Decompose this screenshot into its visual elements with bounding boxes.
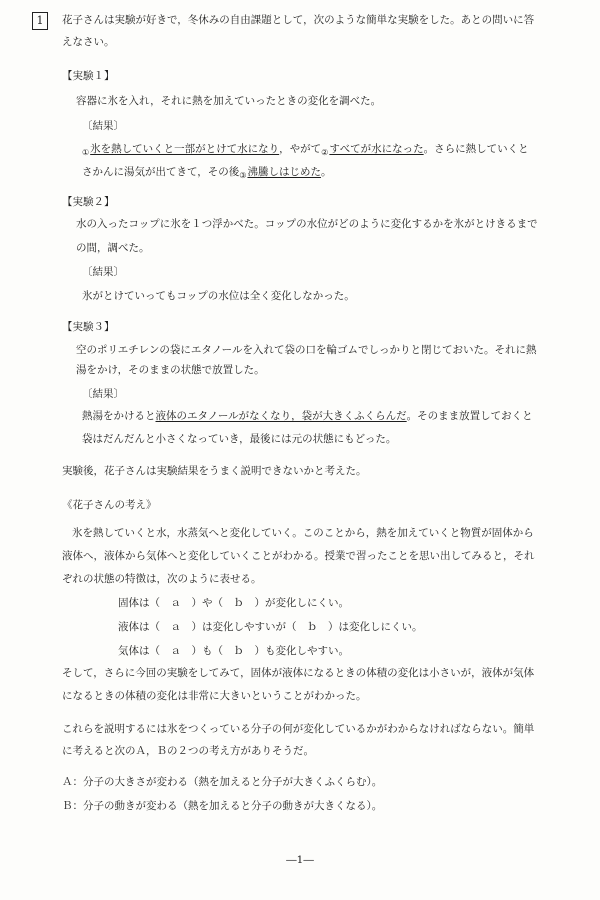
idea-paragraph-5: になるときの体積の変化は非常に大きいということがわかった。	[62, 690, 367, 702]
intro-line-1: 花子さんは実験が好きで，冬休みの自由課題として，次のような簡単な実験をした。あとの問いに答	[62, 14, 535, 26]
experiment3-description-1: 空のポリエチレンの袋にエタノールを入れて袋の口を輪ゴムでしっかりと閉じておいた。それに熱	[76, 344, 537, 356]
underline-2-text: すべてが水になった	[329, 143, 424, 155]
solid-property: 固体は（ ａ ）や（ ｂ ）が変化しにくい。	[118, 597, 349, 609]
experiment2-description-1: 水の入ったコップに氷を１つ浮かべた。コップの水位がどのように変化するかを氷がとけきるまで	[76, 218, 538, 230]
experiment2-result-label: 〔結果〕	[82, 266, 124, 278]
idea-paragraph-7: に考えると次のＡ，Ｂの２つの考え方がありそうだ。	[62, 745, 314, 757]
idea-paragraph-4: そして，さらに今回の実験をしてみて，固体が液体になるときの体積の変化は小さいが，液体が気体	[62, 667, 535, 679]
experiment3-heading: 【実験３】	[62, 321, 115, 333]
idea-heading: 《花子さんの考え》	[62, 499, 157, 511]
experiment3-underlined-text: 液体のエタノールがなくなり，袋が大きくふくらんだ	[155, 410, 407, 422]
question-number: 1	[32, 12, 48, 30]
intro-line-2: えなさい。	[62, 36, 115, 48]
experiment1-description: 容器に氷を入れ，それに熱を加えていったときの変化を調べた。	[76, 95, 382, 107]
idea-paragraph-1: 氷を熱していくと水，水蒸気へと変化していく。このことから，熱を加えていくと物質が固体から	[72, 527, 534, 539]
experiment1-result-label: 〔結果〕	[82, 120, 124, 132]
page-number: ―1―	[286, 854, 314, 866]
experiment1-heading: 【実験１】	[62, 70, 115, 82]
idea-paragraph-2: 液体へ，液体から気体へと変化していくことがわかる。授業で習ったことを思い出してみると，それ	[62, 550, 535, 562]
option-a: Ａ：分子の大きさが変わる（熱を加えると分子が大きくふくらむ）。	[62, 776, 383, 788]
experiment2-result: 氷がとけていってもコップの水位は全く変化しなかった。	[82, 290, 355, 302]
marker-2: ②	[321, 148, 329, 157]
experiment2-description-2: の間，調べた。	[76, 242, 150, 254]
experiment3-result-line-2: 袋はだんだんと小さくなっていき，最後には元の状態にもどった。	[82, 433, 397, 445]
after-experiment-text: 実験後，花子さんは実験結果をうまく説明できないかと考えた。	[62, 465, 367, 477]
experiment3-description-2: 湯をかけ，そのままの状態で放置した。	[76, 364, 265, 376]
experiment1-result-line-1: ①氷を熱していくと一部がとけて水になり，やがて②すべてが水になった。さらに熱していくと	[82, 143, 529, 157]
experiment3-result-label: 〔結果〕	[82, 388, 124, 400]
experiment2-heading: 【実験２】	[62, 196, 115, 208]
experiment1-result-line-2: さかんに湯気が出てきて，その後③沸騰しはじめた。	[82, 166, 332, 180]
underline-1-text: 氷を熱していくと一部がとけて水になり	[90, 143, 280, 155]
marker-1: ①	[82, 148, 90, 157]
marker-3: ③	[239, 171, 247, 180]
liquid-property: 液体は（ ａ ）は変化しやすいが（ ｂ ）は変化しにくい。	[118, 621, 423, 633]
option-b: Ｂ：分子の動きが変わる（熱を加えると分子の動きが大きくなる）。	[62, 800, 383, 812]
underline-3-text: 沸騰しはじめた	[247, 166, 321, 178]
idea-paragraph-3: ぞれの状態の特徴は，次のように表せる。	[62, 573, 262, 585]
gas-property: 気体は（ ａ ）も（ ｂ ）も変化しやすい。	[118, 645, 349, 657]
idea-paragraph-6: これらを説明するには氷をつくっている分子の何が変化しているかがわからなければならない。簡単	[62, 723, 535, 735]
experiment3-result-line-1: 熱湯をかけると液体のエタノールがなくなり，袋が大きくふくらんだ。そのまま放置しておくと	[82, 410, 533, 422]
